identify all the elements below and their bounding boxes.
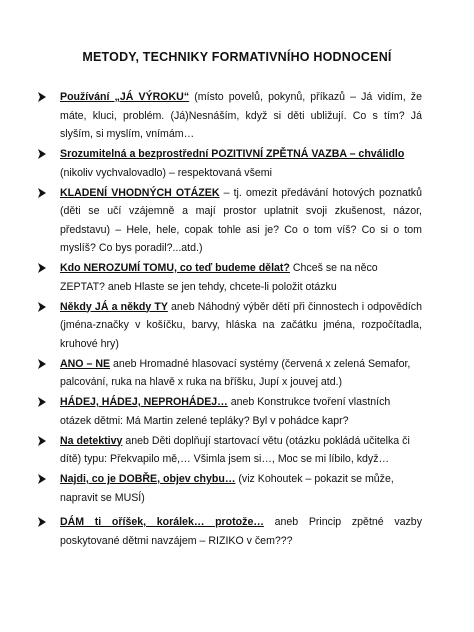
arrow-bullet-icon	[36, 470, 50, 488]
item-lead: HÁDEJ, HÁDEJ, NEPROHÁDEJ…	[60, 396, 228, 408]
item-text: (viz Kohoutek – pokazit se může, napravit se MUSÍ)	[60, 473, 394, 504]
arrow-bullet-icon	[36, 145, 50, 163]
item-text: aneb Hromadné hlasovací systémy (červená x zelená Semafor, palcování, ruka na hlavě x ruka na bříšku, Jupí x jouvej atd.)	[60, 357, 411, 388]
list-item	[60, 298, 422, 354]
list-item	[60, 393, 422, 430]
list-item	[60, 184, 422, 258]
arrow-bullet-icon	[36, 298, 50, 316]
list-item	[60, 145, 422, 182]
list-item	[60, 470, 422, 507]
list-item	[60, 88, 422, 144]
item-text: – tj. omezit předávání hotových poznatků (děti se učí vzájemně a mají prostor uplatnit svoji zkušenost, názor, představu) – Hele, hele, copak tohle asi je? Co o tom víš? Co si o tom myslíš? Co bys poradil?...atd.)	[60, 186, 422, 254]
list-item	[60, 513, 422, 550]
item-lead: Používání „JÁ VÝROKU“	[60, 91, 190, 103]
item-text: aneb Princip zpětné vazby poskytované dětmi navzájem – RIZIKO v čem???	[60, 516, 422, 547]
list-item	[60, 432, 422, 469]
item-lead: Najdi, co je DOBŘE, objev chybu…	[60, 473, 236, 485]
item-lead: Srozumitelná a bezprostřední POZITIVNÍ ZPĚTNÁ VAZBA – chválidlo	[60, 148, 405, 160]
list-item	[60, 355, 422, 392]
item-lead: ANO – NE	[60, 357, 111, 370]
document-title: METODY, TECHNIKY FORMATIVNÍHO HODNOCENÍ	[82, 50, 392, 64]
item-lead: DÁM ti oříšek, korálek… protože…	[60, 516, 264, 528]
item-text: aneb Děti doplňují startovací větu (otázku pokládá učitelka či dítě) typu: Překvapilo mě,… Všimla jsem si…, Moc se mi líbilo, když…	[60, 434, 410, 465]
item-lead: KLADENÍ VHODNÝCH OTÁZEK	[60, 186, 220, 199]
arrow-bullet-icon	[36, 432, 50, 450]
arrow-bullet-icon	[36, 259, 50, 277]
item-lead: Na detektivy	[60, 434, 123, 447]
arrow-bullet-icon	[36, 393, 50, 411]
arrow-bullet-icon	[36, 88, 50, 106]
arrow-bullet-icon	[36, 355, 50, 373]
arrow-bullet-icon	[36, 513, 50, 531]
item-lead: Kdo NEROZUMÍ TOMU, co teď budeme dělat?	[60, 262, 290, 274]
item-text: Chceš se na něco ZEPTAT? aneb Hlaste se jen tehdy, chcete-li položit otázku	[60, 262, 378, 293]
item-text: aneb Náhodný výběr dětí při činnostech i odpovědích (jména-značky v košíčku, barvy, hláska na začátku jména, rozpočítadla, kruhové hry)	[60, 300, 422, 350]
arrow-bullet-icon	[36, 184, 50, 202]
list-item	[60, 259, 422, 296]
item-text: aneb Konstrukce tvoření vlastních otázek dětmi: Má Martin zelené tepláky? Byl v pohádce kapr?	[60, 396, 391, 427]
item-text: (nikoliv vychvalovadlo) – respektovaná všemi	[60, 166, 272, 179]
methods-list	[60, 88, 422, 552]
item-lead: Někdy JÁ a někdy TY	[60, 300, 168, 313]
item-text: (místo povelů, pokynů, příkazů – Já vidím, že máte, kluci, problém. (Já)Nesnáším, když si děti ubližují. Co s tím? Já slyším, si myslím, vnímám…	[60, 91, 422, 140]
